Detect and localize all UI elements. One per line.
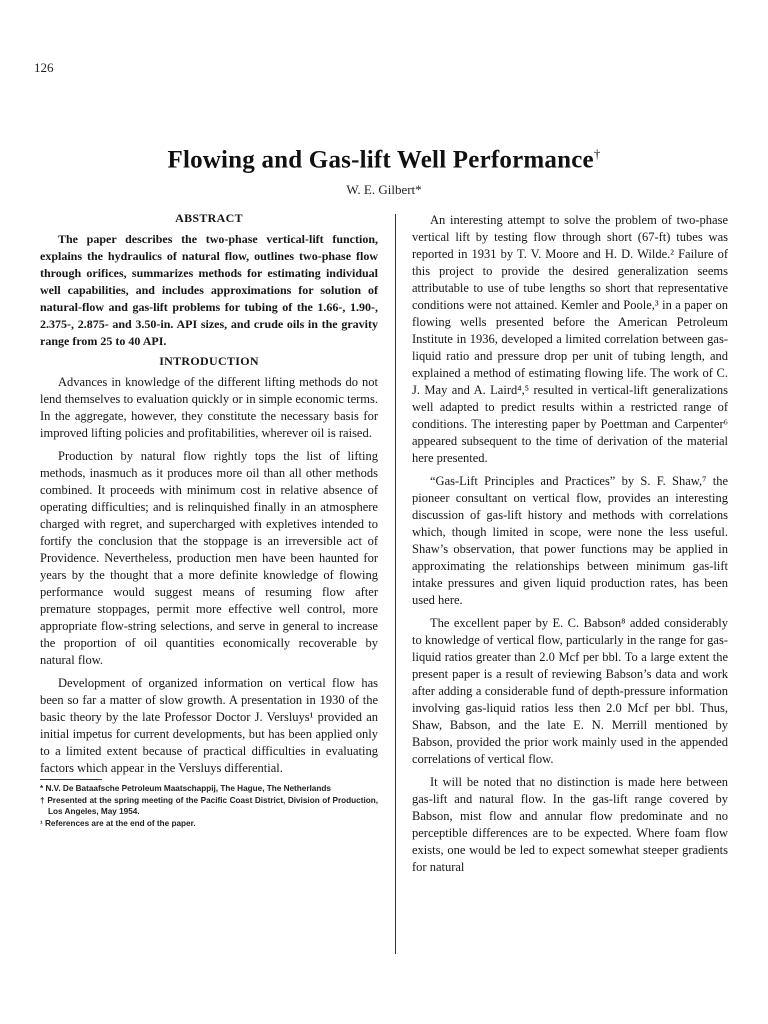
footnote-presented: † Presented at the spring meeting of the Pacific Coast District, Division of Production, Los Angeles, May 1954. (40, 795, 378, 816)
right-column (412, 212, 728, 882)
left-paragraph-3: Development of organized information on vertical flow has been so far a matter of slow growth. A presentation in 1930 of the basic theory by the late Professor Doctor J. Versluys¹ provided an initial impetus for current developments, but has been applied only to a limited extent because of practical difficulties in evaluating factors which appear in the Versluys differential. (40, 676, 378, 775)
introduction-heading: INTRODUCTION (159, 354, 259, 368)
title-text: Flowing and Gas-lift Well Performance (167, 146, 594, 174)
abstract-text: The paper describes the two-phase vertical-lift function, explains the hydraulics of natural flow, outlines two-phase flow through orifices, summarizes methods for estimating individual well capabilities, and includes approximations for solution of natural-flow and gas-lift problems for tubing of the 1.66-, 1.90-, 2.375-, 2.875- and 3.50-in. API sizes, and crude oils in the gravity range from 25 to 40 API. (40, 232, 378, 348)
footnote-references: ¹ References are at the end of the paper. (40, 818, 196, 828)
title-footnote-mark: † (593, 146, 601, 161)
footnote-rule (40, 779, 102, 780)
right-paragraph-3: The excellent paper by E. C. Babson⁸ added considerably to knowledge of vertical flow, particularly in the range for gas-liquid ratios greater than 2.0 Mcf per bbl. To a large extent the present paper is a result of reviewing Babson’s data and work after adding a considerable fund of depth-pressure information involving gas-liquid ratios less then 2.0 Mcf per bbl. Thus, Shaw, Babson, and the late E. N. Merrill mentioned by Babson, provided the prior work mainly used in the appended correlations of vertical flow. (412, 616, 728, 766)
left-paragraph-2: Production by natural flow rightly tops the list of lifting methods, inasmuch as it produces more oil than all other methods combined. It proceeds with minimum cost in relative absence of operating difficulties; and is relinquished finally in an atmosphere charged with regret, and supercharged with expletives intended to fortify the conclusion that the stoppage is an irreversible act of Providence. Nevertheless, production men have been haunted for years by the thought that a more definite knowledge of flowing performance would suggest means of resuming flow after premature stoppages, permit more effective well control, more appropriate flow-string selections, and serve in general to increase the proportion of oil quantities economically recoverable by natural flow. (40, 449, 378, 667)
footnote-affiliation: * N.V. De Bataafsche Petroleum Maatschappij, The Hague, The Netherlands (40, 784, 331, 793)
abstract-heading: ABSTRACT (175, 211, 243, 225)
author-line: W. E. Gilbert* (346, 182, 422, 197)
right-paragraph-4: It will be noted that no distinction is made here between gas-lift and natural flow. In the gas-lift range covered by Babson, mist flow and annular flow predominate and no perceptible differences are to be expected. Where foam flow exists, one would be led to expect somewhat steeper gradients for natural (412, 775, 728, 874)
left-column (40, 210, 378, 829)
left-paragraph-1: Advances in knowledge of the different lifting methods do not lend themselves to evaluation quickly or in simple economic terms. In the aggregate, however, they constitute the necessary basis for improved lifting policies and profitabilities, wherever oil is raised. (40, 375, 378, 440)
column-divider (395, 214, 396, 954)
paper-title (0, 146, 768, 174)
right-paragraph-1: An interesting attempt to solve the problem of two-phase vertical lift by testing flow through short (67-ft) tubes was reported in 1931 by T. V. Moore and H. D. Wilde.² Failure of this project to provide the desired generalization seems attributable to use of tube lengths so short that representative conditions were not attained. Kemler and Poole,³ in a paper on flowing wells presented before the American Petroleum Institute in 1936, developed a limited correlation between gas-liquid ratio and pressure drop per unit of tubing length, and explained a method of estimating flowing life. The work of C. J. May and A. Laird⁴,⁵ resulted in vertical-lift generalizations well adapted to predict results within a restricted range of conditions. The interesting paper by Poettman and Carpenter⁶ appeared subsequent to the time of derivation of the material here presented. (412, 213, 728, 465)
right-paragraph-2: “Gas-Lift Principles and Practices” by S. F. Shaw,⁷ the pioneer consultant on vertical flow, provides an interesting discussion of gas-lift history and methods with correlations which, though limited in scope, were none the less useful. Shaw’s observation, that power functions may be applied in approximating the relationships between minimum gas-lift intake pressures and given liquid production rates, has been used here. (412, 474, 728, 607)
page-number: 126 (34, 60, 54, 75)
